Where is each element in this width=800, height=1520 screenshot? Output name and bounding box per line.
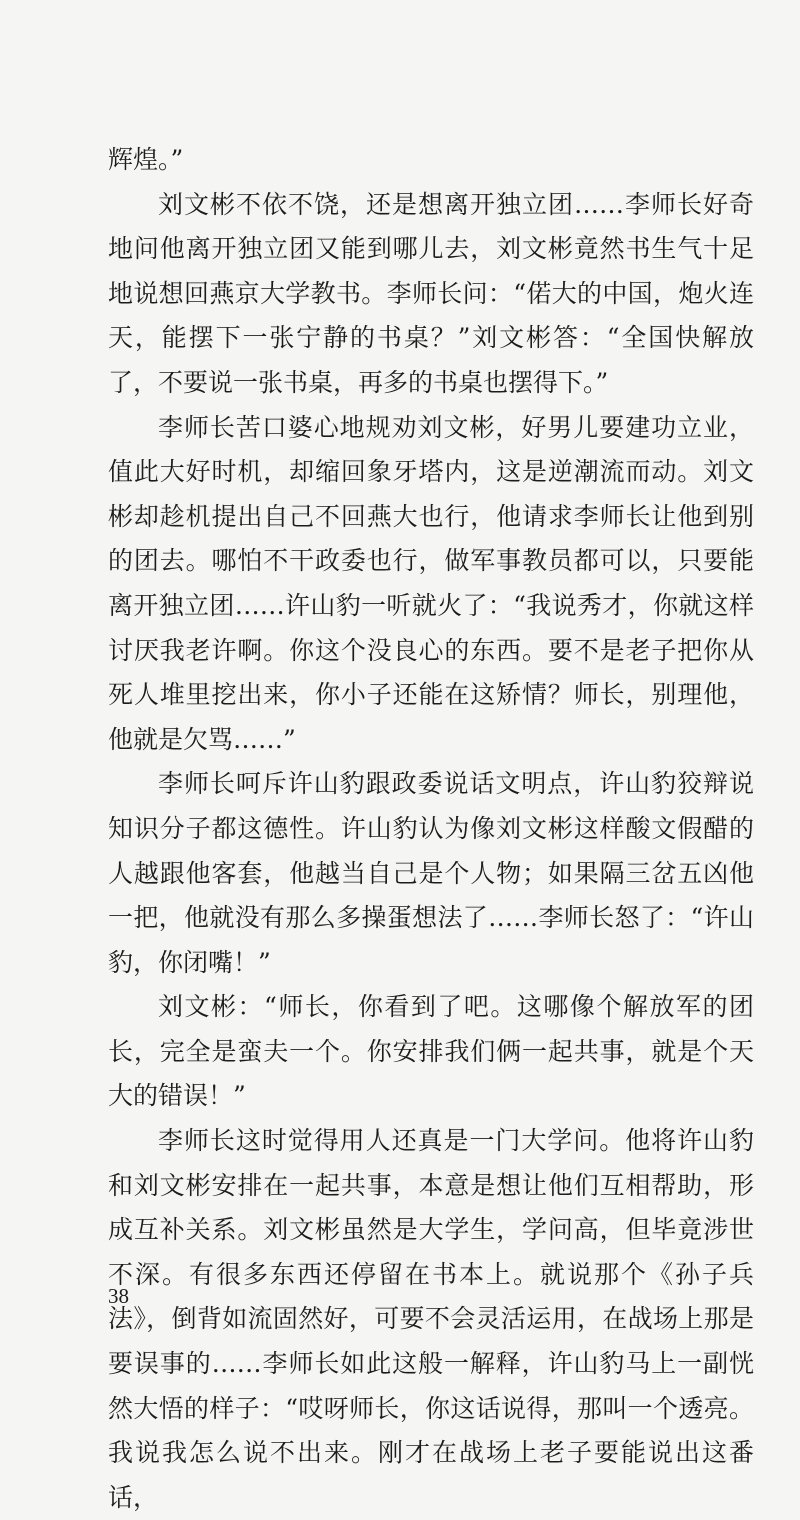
body-text [108, 138, 754, 1520]
paragraph-4: 李师长呵斥许山豹跟政委说话文明点，许山豹狡辩说知识分子都这德性。许山豹认为像刘文彬这样酸文假醋的人越跟他客套，他越当自己是个人物；如果隔三岔五凶他一把，他就没有那么多操蛋想法了……李师长怒了：“许山豹，你闭嘴！” [108, 769, 754, 977]
paragraph-1: 辉煌。” [108, 145, 184, 174]
paragraph-2: 刘文彬不依不饶，还是想离开独立团……李师长好奇地问他离开独立团又能到哪儿去，刘文彬竟然书生气十足地说想回燕京大学教书。李师长问：“偌大的中国，炮火连天，能摆下一张宁静的书桌？”刘文彬答：“全国快解放了，不要说一张书桌，再多的书桌也摆得下。” [108, 189, 754, 397]
paragraph-6: 李师长这时觉得用人还真是一门大学问。他将许山豹和刘文彬安排在一起共事，本意是想让他们互相帮助，形成互补关系。刘文彬虽然是大学生，学问高，但毕竟涉世不深。有很多东西还停留在书本上。就说那个《孙子兵法》，倒背如流固然好，可要不会灵活运用，在战场上那是要误事的……李师长如此这般一解释，许山豹马上一副恍然大悟的样子：“哎呀师长，你这话说得，那叫一个透亮。我说我怎么说不出来。刚才在战场上老子要能说出这番话， [108, 1126, 754, 1512]
paragraph-5: 刘文彬：“师长，你看到了吧。这哪像个解放军的团长，完全是蛮夫一个。你安排我们俩一起共事，就是个天大的错误！” [108, 992, 754, 1111]
page-number: 38 [108, 1284, 129, 1308]
paragraph-3: 李师长苦口婆心地规劝刘文彬，好男儿要建功立业，值此大好时机，却缩回象牙塔内，这是逆潮流而动。刘文彬却趁机提出自己不回燕大也行，他请求李师长让他到别的团去。哪怕不干政委也行，做军事教员都可以，只要能离开独立团……许山豹一听就火了：“我说秀才，你就这样讨厌我老许啊。你这个没良心的东西。要不是老子把你从死人堆里挖出来，你小子还能在这矫情？师长，别理他，他就是欠骂……” [108, 412, 754, 754]
